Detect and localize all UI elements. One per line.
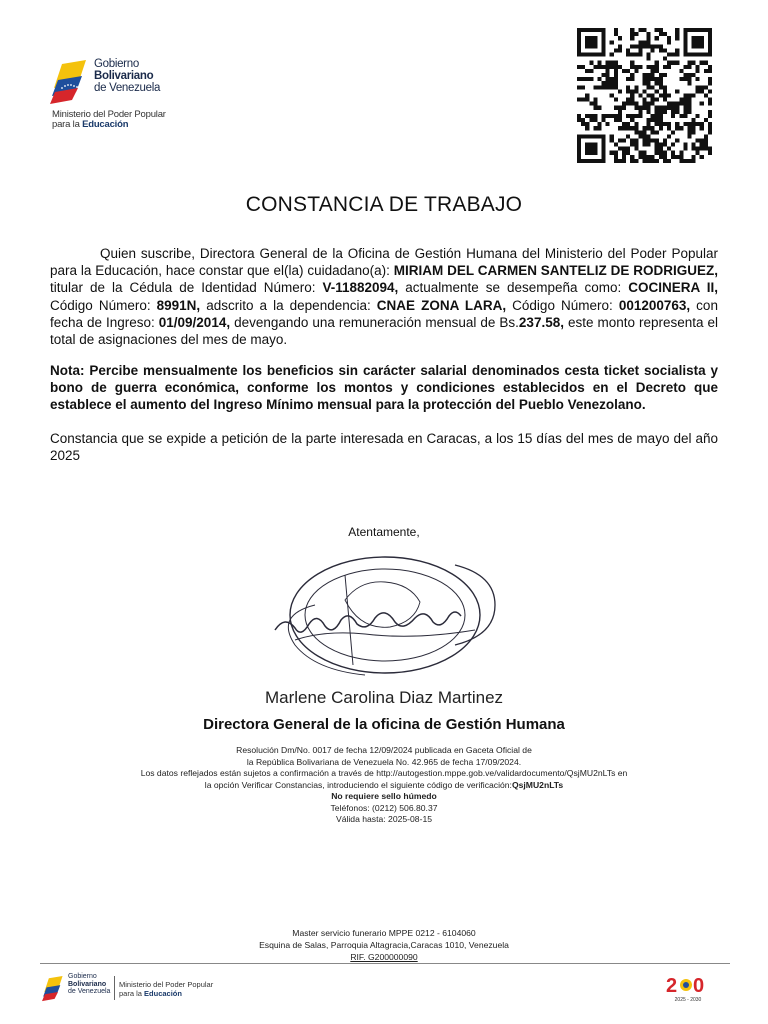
signatory-role: Directora General de la oficina de Gestión Humana <box>203 716 565 733</box>
benefits-note: Nota: Percibe mensualmente los beneficios sin carácter salarial denominados cesta ticket socialista y bono de guerra económica, conforme los montos y condiciones establecidos en el Decreto que establece el aumento del Ingreso Mínimo mensual para la protección del Pueblo Venezolano. <box>50 363 718 413</box>
legal-line-5: No requiere sello húmedo <box>331 791 437 801</box>
p1-text-h: devengando una remuneración mensual de Bs. <box>230 314 519 330</box>
footer-divider <box>40 963 730 964</box>
p1-text-a: Quien suscribe, Directora General de la Oficina de Gestión Humana del Ministerio del Poder Popular para la Educación, hace constar que el(la) cuidadano(a): <box>50 246 718 279</box>
footer-gob-text <box>68 973 110 996</box>
document-title: CONSTANCIA DE TRABAJO <box>245 193 523 216</box>
min-line-2a: para la <box>52 119 83 130</box>
p1-text-e: adscrito a la dependencia: <box>200 297 377 313</box>
official-seal-signature <box>255 545 515 695</box>
footer-rif: RIF. G200000090 <box>350 952 418 962</box>
footer-gob-2: Bolivariano <box>68 980 107 988</box>
valid-until: Válida hasta: 2025-08-15 <box>335 814 433 824</box>
min-line-1: Ministerio del Poder Popular <box>52 109 166 120</box>
footer-gob-1: Gobierno <box>68 973 97 980</box>
footer-line-2: Esquina de Salas, Parroquia Altagracia,Caracas 1010, Venezuela <box>259 940 509 950</box>
p1-text-g: con fecha de Ingreso: <box>50 297 718 330</box>
closing-text: Atentamente, <box>348 525 420 539</box>
bicentenario-emblem <box>664 968 712 1006</box>
p1-text-i: este monto representa el total de asignaciones del mes de mayo. <box>50 314 718 348</box>
svg-text:0: 0 <box>693 975 705 997</box>
p1-text-f: Código Número: <box>506 297 619 313</box>
p1-text-b: titular de la Cédula de Identidad Número: <box>50 280 323 296</box>
venezuela-flag-icon <box>50 58 92 104</box>
footer-logo-divider <box>114 976 115 1000</box>
signatory-name: Marlene Carolina Diaz Martinez <box>264 688 504 707</box>
legal-block <box>0 745 768 826</box>
verification-code: QsjMU2nLTs <box>511 779 564 790</box>
legal-line-4 <box>0 780 768 792</box>
bicentenario-years: 2025 - 2030 <box>674 997 702 1003</box>
salary-amount: 237.58, <box>518 314 564 330</box>
footer-min-text <box>119 981 213 998</box>
legal-line-3: Los datos reflejados están sujetos a confirmación a través de http://autogestion.mppe.gob.ve/validardocumento/QsjMU2nLTs en <box>140 768 628 778</box>
gob-line-1: Gobierno <box>94 58 139 70</box>
job-title: COCINERA II, <box>628 280 718 296</box>
gob-line-3: de Venezuela <box>94 82 161 94</box>
ministerio-text <box>52 110 166 130</box>
footer-line-1: Master servicio funerario MPPE 0212 - 6104060 <box>292 928 476 938</box>
gob-line-2: Bolivariano <box>94 70 154 82</box>
footer-min-2b: Educación <box>144 988 182 998</box>
min-line-2b: Educación <box>82 119 129 130</box>
body-paragraph-1 <box>50 245 718 348</box>
footer-min-1: Ministerio del Poder Popular <box>119 980 214 989</box>
p1-text-d: Código Número: <box>50 297 157 313</box>
qr-code-icon[interactable] <box>577 28 712 163</box>
dependency-name: CNAE ZONA LARA, <box>376 297 507 313</box>
legal-line-6: Teléfonos: (0212) 506.80.37 <box>330 802 438 813</box>
job-code: 8991N, <box>156 297 201 313</box>
cedula-number: V-11882094, <box>322 280 399 296</box>
gobierno-logo <box>50 56 190 136</box>
footer-logo <box>42 972 222 1006</box>
footer-address <box>0 927 768 963</box>
legal-line-2: la República Bolivariana de Venezuela No. 42.965 de fecha 17/09/2024. <box>246 756 522 767</box>
gobierno-text <box>94 58 160 94</box>
dependency-code: 001200763, <box>618 297 691 313</box>
svg-text:2: 2 <box>666 975 678 997</box>
employee-name: MIRIAM DEL CARMEN SANTELIZ DE RODRIGUEZ, <box>393 263 718 279</box>
legal-line-1: Resolución Dm/No. 0017 de fecha 12/09/2024 publicada en Gaceta Oficial de <box>236 745 532 755</box>
legal-line-4a: la opción Verificar Constancias, introduciendo el siguiente código de verificación: <box>204 779 512 790</box>
footer-min-2a: para la <box>119 988 145 998</box>
p1-text-c: actualmente se desempeña como: <box>398 280 629 296</box>
venezuela-flag-small-icon <box>42 974 66 1002</box>
start-date: 01/09/2014, <box>158 314 231 330</box>
issue-statement: Constancia que se expide a petición de la parte interesada en Caracas, a los 15 días del mes de mayo del año 2025 <box>50 431 718 464</box>
footer-gob-3: de Venezuela <box>68 988 111 995</box>
